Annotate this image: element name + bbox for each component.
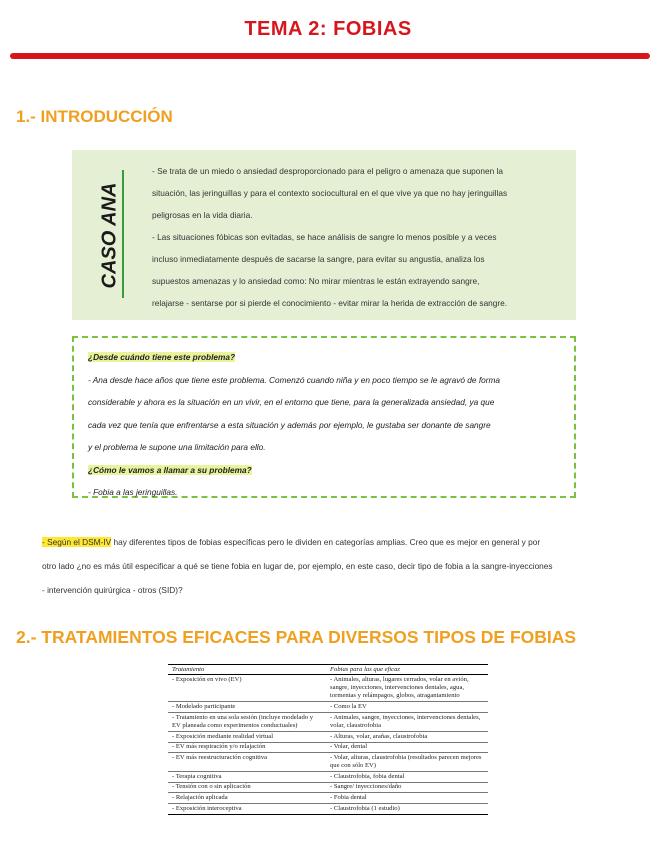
table-cell: - EV más reestructuración cognitiva [168, 753, 326, 772]
question-2: ¿Cómo le vamos a llamar a su problema? [88, 464, 252, 475]
dsm-paragraph [42, 530, 642, 602]
table-cell: - Volar, alturas, claustrofobia (resultados parecen mejores que con sólo EV) [326, 753, 488, 772]
case-line: relajarse - sentarse por si pierde el conocimiento - evitar mirar la herida de extracción de sangre. [152, 298, 508, 308]
table-cell: - Como la EV [326, 702, 488, 713]
table-cell: - Exposición en vivo (EV) [168, 675, 326, 702]
case-line: - Las situaciones fóbicas son evitadas, se hace análisis de sangre lo menos posible y a veces [152, 232, 497, 242]
table-cell: - Exposición mediante realidad virtual [168, 732, 326, 743]
table-row [168, 753, 488, 772]
question-1: ¿Desde cuándo tiene este problema? [88, 352, 236, 362]
answer-2: - Fobia a las jeringuillas. [88, 487, 178, 497]
section-heading-introduccion: 1.- INTRODUCCIÓN [16, 107, 173, 126]
table-cell: - Alturas, volar, arañas, claustrofobia [326, 732, 488, 743]
paragraph-line: hay diferentes tipos de fobias específicas pero le dividen en categorías amplias. Creo que es mejor en general y por [111, 537, 541, 547]
table-cell: - Sangre/ inyecciones/daño [326, 782, 488, 793]
page-title: TEMA 2: FOBIAS [244, 18, 412, 40]
answer-1-line: - Ana desde hace años que tiene este problema. Comenzó cuando niña y en poco tiempo se le agravó de forma [88, 374, 501, 385]
table-row [168, 742, 488, 753]
table-cell: - Exposición interoceptiva [168, 803, 326, 814]
case-line: supuestos amenazas y lo ansiedad como: No mirar mientras le están extrayendo sangre, [152, 276, 480, 286]
table-row [168, 675, 488, 702]
dsm-highlight: - Según el DSM-IV [42, 537, 112, 547]
table-header-row [168, 665, 488, 675]
table-cell: - EV más respiración y/o relajación [168, 742, 326, 753]
table-cell: - Fobia dental [326, 793, 488, 804]
table-cell: - Volar, dental [326, 742, 488, 753]
table-cell: - Animales, sangre, inyecciones, intervenciones dentales, volar, claustrofobia [326, 713, 488, 732]
table-header-phobias: Fobias para las que eficaz [326, 665, 488, 675]
table-row [168, 772, 488, 783]
case-line: peligrosas en la vida diaria. [152, 210, 253, 220]
table-row [168, 713, 488, 732]
table-row [168, 782, 488, 793]
table-row [168, 793, 488, 804]
table-cell: - Terapia cognitiva [168, 772, 326, 783]
table-row [168, 803, 488, 814]
case-box [72, 150, 576, 320]
table-cell: - Relajación aplicada [168, 793, 326, 804]
table-cell: - Tensión con o sin aplicación [168, 782, 326, 793]
table-row [168, 732, 488, 743]
answer-1-line: cada vez que tenía que enfrentarse a esta situación y además por ejemplo, le gustaba ser donante de sangre [88, 419, 491, 430]
table-cell: - Claustrofobia, fobia dental [326, 772, 488, 783]
paragraph-line: - intervención quirúrgica - otros (SID)? [42, 585, 183, 595]
table-cell: - Tratamiento en una sola sesión (incluye modelado y EV planeada como experimentos conductuales) [168, 713, 326, 732]
case-line: incluso inmediatamente después de sacarse la sangre, para evitar su angustia, analiza los [152, 254, 485, 264]
paragraph-line: otro lado ¿no es más útil especificar a qué se tiene fobia en lugar de, por ejemplo, en este caso, decir tipo de fobia a la sangre-inyecciones [42, 561, 553, 571]
case-line: situación, las jeringuillas y para el contexto sociocultural en el que vive ya que no hay jeringuillas [152, 188, 508, 198]
table-row [168, 702, 488, 713]
case-line: - Se trata de un miedo o ansiedad desproporcionado para el peligro o amenaza que suponen la [152, 166, 504, 176]
case-label-underline [122, 170, 124, 298]
table-cell: - Modelado participante [168, 702, 326, 713]
table-cell: - Animales, alturas, lugares cerrados, volar en avión, sangre, inyecciones, intervenciones dentales, agua, tormentas y relámpagos, globos, atragantamiento [326, 675, 488, 702]
case-label: CASO ANA [98, 182, 121, 288]
case-description [152, 160, 570, 314]
treatments-table [168, 664, 488, 815]
answer-1-line: considerable y ahora es la situación en un vivir, en el entorno que tiene, para la generalizada ansiedad, ya que [88, 397, 495, 407]
questions-box [72, 336, 576, 498]
table-cell: - Claustrofobia (1 estudio) [326, 803, 488, 814]
table-header-treatment: Tratamiento [168, 665, 326, 675]
section-heading-tratamientos: 2.- TRATAMIENTOS EFICACES PARA DIVERSOS TIPOS DE FOBIAS [16, 627, 577, 647]
answer-1-line: y el problema le supone una limitación para ello. [88, 442, 266, 452]
case-label-container [72, 150, 148, 320]
title-divider [10, 53, 650, 59]
